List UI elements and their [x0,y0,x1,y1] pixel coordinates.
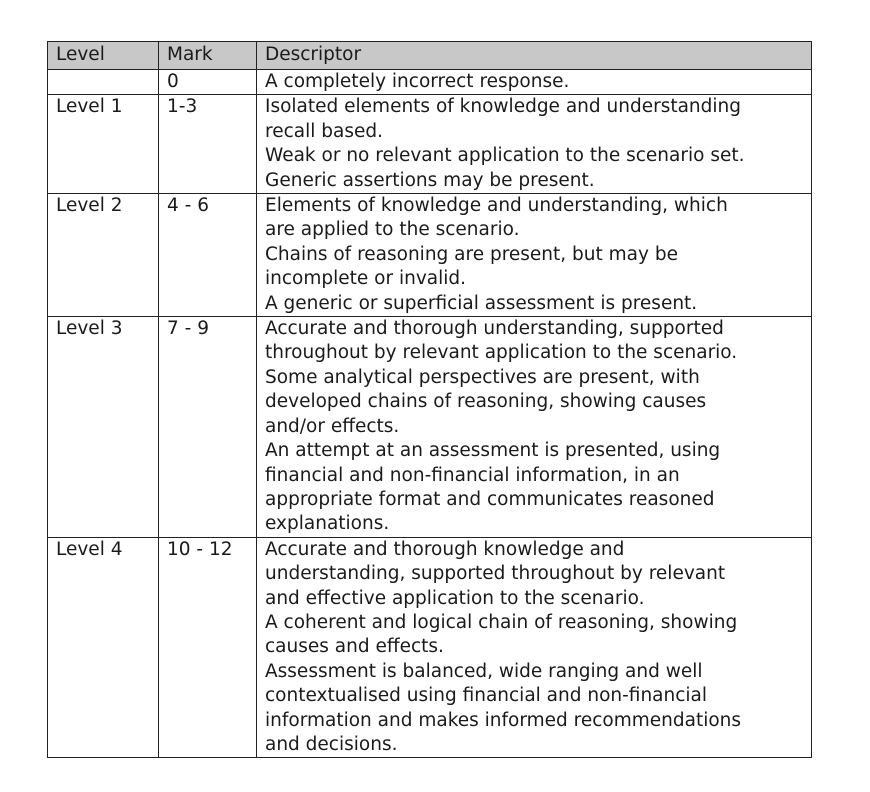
descriptor-line: Generic assertions may be present. [265,169,595,191]
descriptor-line: appropriate format and communicates reasoned [265,488,715,510]
descriptor-cell [257,194,812,317]
descriptor-line: Weak or no relevant application to the scenario set. [265,145,745,167]
descriptor-line: Chains of reasoning are present, but may be [265,243,678,265]
descriptor-line: incomplete or invalid. [265,268,467,290]
descriptor-cell [257,70,812,95]
level-cell: Level 2 [48,194,159,317]
descriptor-line: A completely incorrect response. [265,71,570,92]
descriptor-line: contextualised using financial and non-financial [265,685,708,707]
descriptor-line: and decisions. [265,733,398,755]
mark-cell: 10 - 12 [159,537,257,758]
header-level: Level [48,42,159,70]
table-row [48,194,812,317]
descriptor-line: and/or effects. [265,415,400,437]
descriptor-line: developed chains of reasoning, showing causes [265,391,707,413]
descriptor-line: understanding, supported throughout by relevant [265,563,726,585]
descriptor-line: Accurate and thorough knowledge and [265,538,625,560]
descriptor-line: financial and non-financial information, in an [265,464,680,486]
descriptor-line: throughout by relevant application to the scenario. [265,342,738,364]
descriptor-line: recall based. [265,120,383,142]
level-cell: Level 3 [48,317,159,538]
descriptor-line: Elements of knowledge and understanding, which [265,195,728,217]
header-descriptor: Descriptor [257,42,812,70]
descriptor-line: A generic or superficial assessment is present. [265,292,698,314]
mark-cell: 4 - 6 [159,194,257,317]
descriptor-line: Accurate and thorough understanding, supported [265,318,724,340]
level-cell: Level 4 [48,537,159,758]
descriptor-line: A coherent and logical chain of reasoning, showing [265,611,738,633]
header-mark: Mark [159,42,257,70]
header-row [48,42,812,70]
descriptor-line: information and makes informed recommendations [265,709,742,731]
descriptor-line: Some analytical perspectives are present, with [265,366,700,388]
descriptor-line: causes and effects. [265,636,444,658]
table-row [48,537,812,758]
descriptor-line: Isolated elements of knowledge and understanding [265,96,741,118]
descriptor-cell [257,317,812,538]
descriptor-cell [257,537,812,758]
descriptor-line: are applied to the scenario. [265,219,520,241]
table-row [48,70,812,95]
mark-cell: 0 [159,70,257,95]
descriptor-line: and effective application to the scenario. [265,587,645,609]
level-cell: Level 1 [48,95,159,194]
descriptor-line: explanations. [265,513,390,535]
descriptor-cell [257,95,812,194]
level-descriptor-table [47,41,812,758]
level-cell [48,70,159,95]
mark-cell: 1-3 [159,95,257,194]
table-row [48,95,812,194]
descriptor-line: Assessment is balanced, wide ranging and well [265,660,703,682]
mark-cell: 7 - 9 [159,317,257,538]
descriptor-line: An attempt at an assessment is presented, using [265,440,721,462]
table-row [48,317,812,538]
